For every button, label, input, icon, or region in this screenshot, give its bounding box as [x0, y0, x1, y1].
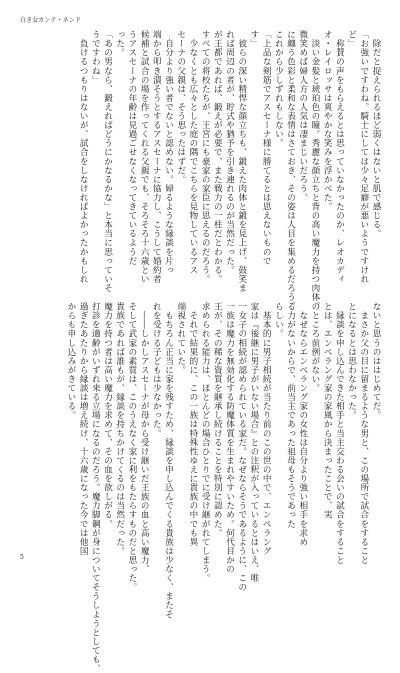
- text-line: 打診を適齢がいずれ来る立場になるのだろう。魔力脚鋼が身についてそうしようとしても、: [90, 302, 101, 673]
- text-line: 王が、その稀な資質を継承し続けることを特別に認めた。: [212, 302, 223, 538]
- text-line: す」: [248, 30, 259, 49]
- text-line: れを受ける子どもは少なかった。: [151, 302, 162, 438]
- text-line: 求められる能力は、ほとんどの場合ひとりでに受け継がれてしまう。: [200, 302, 211, 583]
- text-line: それで結果的に、この一族は特殊性ゆえに貴族の中でも異: [187, 302, 198, 547]
- text-line: が王都であれば、鍛えが必要で、また戦力の一柱だとわかる。: [212, 30, 223, 284]
- text-line: ないと思うのははじめてだ。: [371, 302, 381, 420]
- text-line: すべての将校たちが、王宮にも豪家の家臣に思えるのだろう。: [200, 30, 211, 284]
- text-line: った。: [114, 30, 125, 58]
- text-line: 一女子の相続が認められている家だ。なぜならそうであるように、この: [236, 302, 247, 592]
- text-line: うですわね」: [90, 30, 101, 85]
- text-line: 家は『後継に男子がいない場合』との注釈が入っているとはいえ、唯: [248, 302, 259, 583]
- text-line: 「上品な剣筋でアスセーナ様に勝てるとは思えないもので: [261, 30, 272, 266]
- text-line: 貴族であれば誰もが、縁談を持ちかけてくるのは当然だった。: [114, 302, 125, 556]
- text-line: とになるとは思わなかった。: [346, 302, 357, 420]
- text-line: うアスセーナの年齢は見過ごせなくなってきているようだ: [126, 30, 137, 266]
- lower-text-block: [24, 302, 382, 673]
- text-line: もちろん正当に家を残すため、縁談を申し込んでくる貴族は少なく、またそ: [163, 302, 174, 619]
- text-line: 端から叩き潰そうとするアスセーナに協力し、こうして婚約者: [151, 30, 162, 284]
- text-line: ど」: [346, 30, 357, 49]
- text-line: 魔力を持つ者は高い魔力を求めて、その血を欲しがる。: [102, 302, 113, 529]
- text-line: ――しかしアスセーナが母から受け継いだ王族の血と高い魔力、: [139, 302, 150, 574]
- text-line: に纏う色彩と柔和な表情はさておき、その姿は人目を集めるだろう。: [285, 30, 296, 311]
- text-line: 称賛の声をもらえるとは思っていなかったのか、レオカディ: [334, 30, 345, 284]
- text-line: 除だと捉えられるほど弱くはないと肌で感じる。: [371, 30, 381, 239]
- text-line: オ・レイロッサは爽やかな笑みを浮かべた。: [322, 30, 333, 211]
- running-header-title: 白き女カンテ・ネンド: [20, 17, 82, 24]
- text-line: 負けるつもりはないが、試合をしなければよかったかもしれ: [78, 30, 89, 284]
- text-line: らしい。: [273, 302, 284, 339]
- text-line: 縁談を申し込んできた相手と当主交わる会いの試合をすること: [334, 302, 345, 565]
- text-line: 少なくとも広々とした庭の隅でこちらを見物しているアス: [187, 30, 198, 275]
- text-line: れば周辺の者が、貯式や猶予を引き連れるのが当然だった。: [224, 30, 235, 275]
- text-line: 候補と試合の場を作ってくれる父親でも、そろそろ十六歳とい: [139, 30, 150, 284]
- text-line: なぜならエンペラング家の女性は自分より強い相手を求め: [297, 302, 308, 547]
- text-line: 自分より強い者でないと認めない。婦るような縁談を片っ: [163, 30, 174, 275]
- text-line: 彼らの深い精悍な顔立ちも、鍛えた肉体と鍛を見上げ、鼓笑ま: [236, 30, 247, 293]
- text-line: 一族は魔力を無効化する防魔体質を生まれやすいため。何代目かの: [224, 302, 235, 574]
- text-line: そして武家の素質は、このうえなく家に利をもたらすものだと思った。: [126, 302, 137, 592]
- text-line: のところ前例がない。: [309, 302, 320, 393]
- text-line: 淡い金髪と琥珀色の瞳。秀麗な顔立ちと背の高い魔力を持つ肉体。: [309, 30, 320, 311]
- text-line: 「お強いですわね。騎士にしては少々足癖が悪いようですけれ: [358, 30, 369, 284]
- text-line: 過ぎたあたりから縁談は増え続け、十六歳になった今では他国: [78, 302, 89, 556]
- text-line: とは、エンペラング家の家風から決まったことで、実: [322, 302, 333, 520]
- page-number: 5: [20, 554, 24, 561]
- text-line: 端視されていた。: [175, 302, 186, 375]
- text-line: る力がないからで、前当主であった祖母もそうであった: [285, 302, 296, 529]
- text-line: 微笑めば婦人方の人気は凄まじいだろう。: [297, 30, 308, 202]
- text-line: セーナの父親は、そう思ったはずだ。: [175, 30, 186, 184]
- text-line: からも申し込みがきている。: [65, 302, 76, 420]
- upper-text-block: [24, 30, 382, 311]
- text-line: まさか父の目に留まるような男と、この場所で試合をすること: [358, 302, 369, 565]
- text-line: 基本的に男子相続が当たり前のこの世の中で、エンペラング: [261, 302, 272, 556]
- text-line: 「あの男なら、鍛えればどうにかなるかな」と本当に思っていそ: [102, 30, 113, 293]
- text-line: これから少しずれもしない。: [273, 30, 284, 148]
